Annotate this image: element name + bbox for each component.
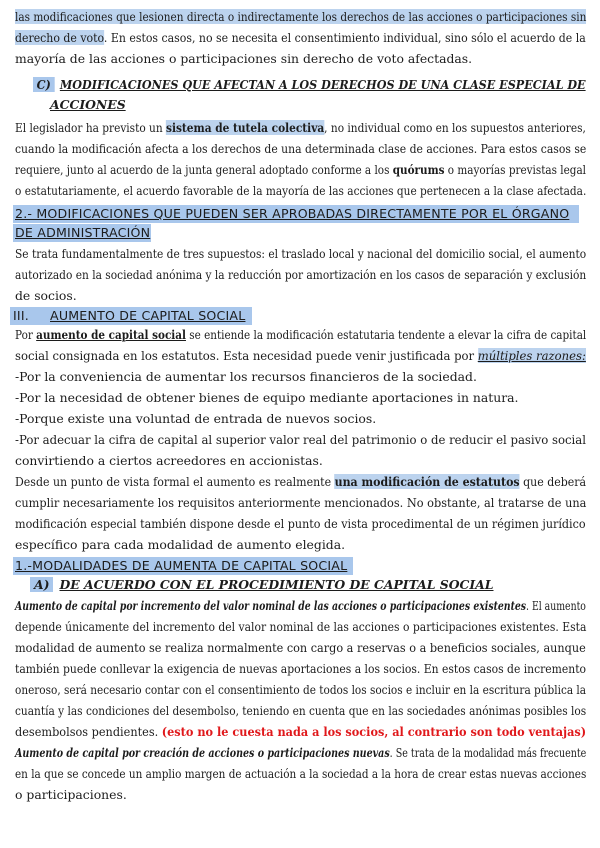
line-32: también puede conllevar la exigencia de nuevas aportaciones a los socios. En estos casos de incremento: [15, 661, 587, 676]
line-2: derecho de voto. En estos casos, no se necesita el consentimiento individual, sino sólo el acuerdo de la: [15, 30, 586, 45]
line-33: oneroso, será necesario contar con el consentimiento de todos los socios e incluir en la escritura pública la: [15, 682, 587, 697]
highlighted-text: sistema de tutela colectiva: [166, 120, 325, 135]
line-23: Desde un punto de vista formal el aumento es realmente una modificación de estatutos que deberá: [15, 474, 587, 489]
highlighted-text: una modificación de estatutos: [334, 474, 520, 489]
line-22: convirtiendo a ciertos acreedores en accionistas.: [15, 453, 323, 468]
highlighted-text: derecho de voto: [15, 30, 104, 45]
line-12: Se trata fundamentalmente de tres supuestos: el traslado local y nacional del domicilio social, el aumento: [15, 246, 587, 261]
highlighted-text: las modificaciones que lesionen directa o indirectamente los derechos de las acciones o participaciones sin: [15, 9, 587, 24]
heading-3-title: AUMENTO DE CAPITAL SOCIAL: [50, 308, 246, 323]
line-25: modificación especial también dispone desde el punto de vista procedimental de un régimen jurídico: [15, 516, 586, 531]
line-29: Aumento de capital por incremento del valor nominal de las acciones o participaciones existentes. El aumento: [15, 598, 586, 613]
line-16: Por aumento de capital social se entiende la modificación estatutaria tendente a elevar la cifra de capital: [15, 327, 587, 342]
line-38: o participaciones.: [15, 787, 127, 802]
heading-3-number: III.: [13, 308, 29, 323]
heading-2: 2.- MODIFICACIONES QUE PUEDEN SER APROBADAS DIRECTAMENTE POR EL ÓRGANO: [15, 206, 570, 221]
line-17: social consignada en los estatutos. Esta necesidad puede venir justificada por múltiples razones:: [15, 348, 586, 363]
line-7: cuando la modificación afecta a los derechos de una determinada clase de acciones. Para estos casos se: [15, 141, 587, 156]
section-a-number: A): [30, 577, 53, 592]
line-3: mayoría de las acciones o participaciones sin derecho de voto afectadas.: [15, 51, 473, 66]
line-19: -Por la necesidad de obtener bienes de equipo mediante aportaciones in natura.: [15, 390, 519, 405]
line-13: autorizado en la sociedad anónima y la reducción por amortización en los casos de separación y exclusión: [15, 267, 587, 282]
line-9: o estatutariamente, el acuerdo favorable de la mayoría de las acciones que pertenecen a la clase afectada.: [15, 183, 587, 198]
heading-4: 1.-MODALIDADES DE AUMENTA DE CAPITAL SOCIAL: [15, 558, 348, 573]
section-a-title: DE ACUERDO CON EL PROCEDIMIENTO DE CAPITAL SOCIAL: [59, 577, 494, 592]
line-18: -Por la conveniencia de aumentar los recursos financieros de la sociedad.: [15, 369, 477, 384]
line-14: de socios.: [15, 288, 77, 303]
section-c-heading: [33, 76, 586, 94]
line-26: específico para cada modalidad de aumento elegida.: [15, 537, 346, 552]
line-21: -Por adecuar la cifra de capital al superior valor real del patrimonio o de reducir el pasivo social: [15, 432, 586, 447]
section-a-heading: [30, 576, 494, 594]
line-34: cuantía y las condiciones del desembolso, teniendo en cuenta que en las sociedades anónimas posibles los: [15, 703, 587, 718]
section-c-title: MODIFICACIONES QUE AFECTAN A LOS DERECHOS DE UNA CLASE ESPECIAL DE: [59, 77, 586, 92]
line-1: [15, 8, 586, 26]
line-36: Aumento de capital por creación de acciones o participaciones nuevas. Se trata de la modalidad más frecuente: [15, 745, 587, 760]
heading-2-cont: DE ADMINISTRACIÓN: [15, 225, 151, 240]
line-31: modalidad de aumento se realiza normalmente con cargo a reservas o a beneficios sociales, aunque: [15, 640, 586, 655]
line-8: requiere, junto al acuerdo de la junta general adoptado conforme a los quórums o mayorías previstas legal: [15, 162, 586, 177]
section-c-number: C): [33, 77, 54, 92]
line-20: -Porque existe una voluntad de entrada de nuevos socios.: [15, 411, 377, 426]
red-note: (esto no le cuesta nada a los socios, al contrario son todo ventajas): [161, 724, 587, 739]
section-c-heading-cont: ACCIONES: [50, 97, 126, 112]
line-6: El legislador ha previsto un sistema de tutela colectiva, no individual como en los supuestos anteriores,: [15, 120, 586, 135]
line-35: desembolsos pendientes. (esto no le cuesta nada a los socios, al contrario son todo ventajas): [15, 724, 587, 739]
line-37: en la que se concede un amplio margen de actuación a la sociedad a la hora de crear estas nuevas acciones: [15, 766, 587, 781]
highlighted-text: múltiples razones:: [477, 348, 586, 363]
line-24: cumplir necesariamente los requisitos anteriormente mencionados. No obstante, al tratarse de una: [15, 495, 587, 510]
line-30: depende únicamente del incremento del valor nominal de las acciones o participaciones existentes. Esta: [15, 619, 587, 634]
